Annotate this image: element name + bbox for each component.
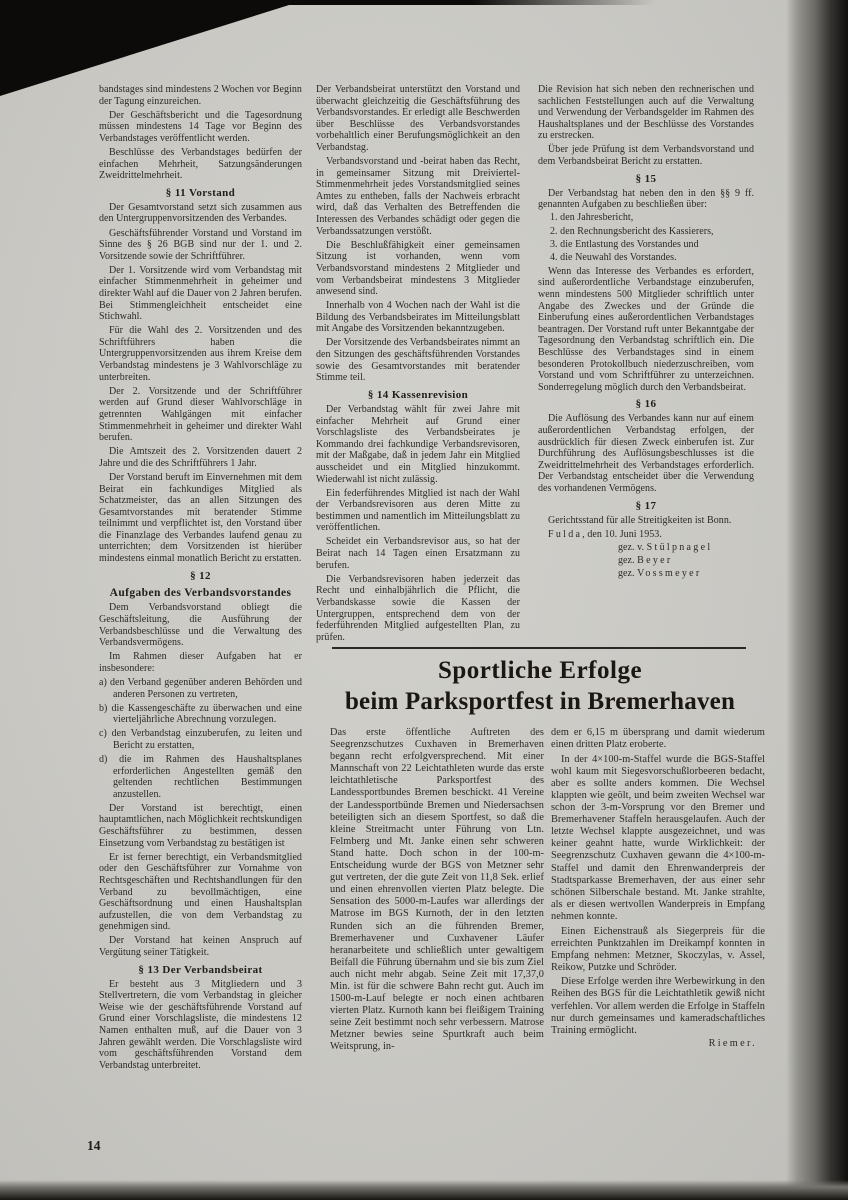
article-headline (326, 656, 754, 718)
article-column-1 (330, 727, 544, 1054)
statutes-column-2 (316, 84, 520, 643)
paragraph: Der Geschäftsbericht und die Tagesordnung müssen mindestens 14 Tage vor Beginn des Verbandstages veröffentlicht werden. (99, 109, 302, 144)
paragraph: dem er 6,15 m übersprang und damit wiederum einen dritten Platz eroberte. (551, 727, 765, 751)
section-heading: § 15 (635, 172, 657, 185)
paragraph: Über jede Prüfung ist dem Verbandsvorstand und dem Verbandsbeirat Bericht zu erstatten. (538, 144, 754, 168)
signature (538, 555, 754, 567)
paragraph: Innerhalb von 4 Wochen nach der Wahl ist die Bildung des Verbandsbeirates im Mitteilungsblatt mit Angabe des Vorsitzenden bekanntzugeben. (316, 300, 520, 335)
paragraph: Gerichtsstand für alle Streitigkeiten ist Bonn. (548, 514, 732, 526)
paragraph: Die Revision hat sich neben den rechnerischen und sachlichen Feststellungen auch auf die Verwaltung und Verwendung der Verbandsgelder im Rahmen des Haushaltsplanes und der Beschlüsse des Vorstandes zu erstrecken. (538, 84, 754, 142)
statutes-column-1 (99, 84, 302, 1071)
paragraph: Für die Wahl des 2. Vorsitzenden und des Schriftführers haben die Untergruppenvorsitzenden aus ihrem Kreise dem Verbandstag mindestens je 3 Wahlvorschläge zu unterbreiten. (99, 325, 302, 383)
paragraph: Er ist ferner berechtigt, ein Verbandsmitglied oder den Geschäftsführer zur Vornahme von Rechtsgeschäften und Rechtshandlungen für den Verband zu bevollmächtigen, eine Geschäftsordnung und einen Haushaltsplan aufzustellen, die von dem Verbandstag zu genehmigen sind. (99, 851, 302, 933)
statutes-column-3 (538, 84, 754, 580)
paragraph: Die Auflösung des Verbandes kann nur auf einem außerordentlichen Verbandstag erfolgen, der ausdrücklich für diesen Zweck einberufen ist. Zur Durchführung des Auflösungsbeschlusses ist die Zweidrittelmehrheit des Verbandstages erforderlich. Der Verbandstag entscheidet über die Verwendung des vorhandenen Vermögens. (538, 413, 754, 494)
paragraph: Beschlüsse des Verbandstages bedürfen der einfachen Mehrheit, Satzungsänderungen Zweidrittelmehrheit. (99, 146, 302, 182)
spaced-name: Riemer. (708, 1037, 757, 1049)
section-heading: § 11 Vorstand (165, 186, 236, 199)
section-heading: § 14 Kassenrevision (367, 388, 469, 401)
scan-edge-bottom (0, 1180, 848, 1200)
numbered-item: 4. die Neuwahl des Vorstandes. (550, 251, 677, 263)
paragraph: Diese Erfolge werden ihre Werbewirkung in den Reihen des BGS für die Leichtathletik gewiß nicht verfehlen. Vor allem werden die Erfolge in Staffeln nur durch gemeinsames und kameradschaftliches Training ermöglicht. (551, 976, 765, 1036)
numbered-item: 3. die Entlastung des Vorstandes und (550, 238, 699, 250)
author-byline (551, 1038, 765, 1050)
paragraph: Der Verbandsbeirat unterstützt den Vorstand und überwacht gleichzeitig die Geschäftsführung des Verbandsvorstandes. Er erledigt alle Beschwerden über Beschlüsse des Verbandsvorstandes vorbehaltlich einer Berufungsmöglichkeit an den Verbandstag. (316, 84, 520, 153)
spaced-name: Beyer (637, 554, 673, 566)
paragraph: Der Vorsitzende des Verbandsbeirates nimmt an den Sitzungen des geschäftsführenden Vorstandes sowie des Gesamtvorstandes mit beratender Stimme teil. (316, 337, 520, 384)
paragraph: In der 4×100-m-Staffel wurde die BGS-Staffel wohl kaum mit Siegesvorschußlorbeeren bedacht, aber es sollte anders kommen. Die Wechsel klappten wie geölt, und beim zweiten Wechsel war schon der 3-m-Vorsprung vor den Bremer und Bremerhavener Staffeln herausgelaufen. Auch der letzte Wechsel klappte ausgezeichnet, und was keiner geahnt hatte, wurde Wirklichkeit: der Seegrenzschutz Cuxhaven gewann die 4×100-m-Staffel und damit den Ehrenwanderpreis der Stadtsparkasse Bremerhaven, der aus einer sehr schönen Silberschale bestand. Mt. Janke strahlte, als er diesen wertvollen Wanderpreis in Empfang nehmen konnte. (551, 753, 765, 922)
plain-text: , den 10. Juni 1953. (582, 528, 662, 540)
section-heading: § 12 (190, 569, 211, 582)
paragraph: Die Amtszeit des 2. Vorsitzenden dauert 2 Jahre und die des Schriftführers 1 Jahr. (99, 446, 302, 469)
article-column-2 (551, 727, 765, 1050)
paragraph: Der 2. Vorsitzende und der Schriftführer werden auf Grund dieser Wahlvorschläge in getrennten Wahlgängen mit einfacher Stimmenmehrheit in geheimer und direkter Wahl berufen. (99, 385, 302, 444)
paragraph: Der Vorstand hat keinen Anspruch auf Vergütung seiner Tätigkeit. (99, 935, 302, 958)
paragraph: Das erste öffentliche Auftreten des Seegrenzschutzes Cuxhaven in Bremerhaven begann recht erfolgversprechend. Mit einer Mannschaft von 22 Leichtathleten wurde das erste leichtathletische Parksportfest des Landessportbundes Bremen beschickt. 41 Vereine der Landessportbünde Bremen und Niedersachsen beteiligten sich an diesem Sportfest, so daß die kleine Streitmacht unter Führung von Ltn. Felmberg und Mt. Janke einen sehr schweren Stand hatte. Doch schon in der 100-m-Entscheidung wurde der BGS von Metzner sehr gut vertreten, der die gute Zeit von 11,8 Sek. erlief und einen ehrenvollen vierten Platz belegte. Die Sensation des 5000-m-Laufes war allerdings der Matrose im BGS Kurnoth, der in den letzten Runden sich an die führenden Bremer, Bremerhavener und Cuxhavener Läufer heranarbeitete und schließlich unter gewaltigem Beifall die Führung übernahm und sie bis zum Ziel auch nicht mehr abgab. Seine Zeit mit 17,37,0 Min. ist für die schwere Bahn recht gut. Auch im 1500-m-Lauf belegte er noch einen achtbaren vierten Platz. Kurnoth kann bei fleißigem Training seine Zeit bestimmt noch sehr verbessern. Matrose Metzner bewies seine Spurtkraft auch beim Weitsprung, in- (330, 727, 544, 1053)
paragraph: Der Verbandstag hat neben den in den §§ 9 ff. genannten Aufgaben zu beschließen über: (538, 187, 754, 211)
list-item: d) die im Rahmen des Haushaltsplanes erforderlichen Angestellten gemäß den geltenden rechtlichen Bestimmungen anzustellen. (99, 753, 302, 800)
paragraph: Scheidet ein Verbandsrevisor aus, so hat der Beirat nach 14 Tagen einen Ersatzmann zu berufen. (316, 536, 520, 571)
spaced-name: Vossmeyer (637, 568, 702, 580)
section-heading: § 13 Der Verbandsbeirat (138, 963, 263, 976)
spaced-name: Stülpnagel (646, 541, 713, 553)
article-separator-rule (332, 647, 746, 649)
paragraph: Er besteht aus 3 Mitgliedern und 3 Stellvertretern, die vom Verbandstag in gleicher Weise wie der geschäftsführende Vorstand auf Grund einer Vorschlagsliste, die mindestens 12 Namen enthalten muß, auf die Dauer von 3 Jahren gewählt werden. Die Vorschlagsliste wird vom geschäftsführenden Vorstand dem Verbandstag unterbreitet. (99, 978, 302, 1071)
page-number: 14 (87, 1138, 101, 1153)
paragraph: Wenn das Interesse des Verbandes es erfordert, sind außerordentliche Verbandstage einzuberufen, wenn mindestens 500 Mitglieder schriftlich unter Angabe des Zweckes und der Gründe die Einberufung eines außerordentlichen Verbandstages beantragen. Der Vorstand ruft unter Bekanntgabe der Tagesordnung den Verbandstag schriftlich ein. Die Beschlüsse des Verbandstages sind in einem besonderen Protokollbuch niederzuschreiben, vom Vorstand und vom Schriftführer zu unterzeichnen. Sonderregelung möglich durch den Verbandsbeirat. (538, 265, 754, 393)
section-heading: § 16 (635, 398, 657, 411)
paragraph: Geschäftsführender Vorstand und Vorstand im Sinne des § 26 BGB sind nur der 1. und 2. Vorsitzende sowie der Schriftführer. (99, 227, 302, 262)
section-heading: § 17 (635, 499, 657, 512)
plain-text: gez. (618, 554, 638, 566)
paragraph: Der Verbandstag wählt für zwei Jahre mit einfacher Mehrheit auf Grund einer Vorschlagsliste des Verbandsbeirates je Kommando drei fachkundige Verbandsrevisoren, mit der Maßgabe, daß in jedem Jahr ein Mitglied ausscheidet und ein Mitglied hinzukommt. Wiederwahl ist nicht zulässig. (316, 403, 520, 485)
paragraph: Der Vorstand ist berechtigt, einen hauptamtlichen, nach Möglichkeit rechtskundigen Geschäftsführer zu bestimmen, dessen Einsetzung vom Verbandstag zu bestätigen ist (99, 802, 302, 849)
article-headline-line1: Sportliche Erfolge (437, 657, 643, 684)
paragraph: Der Vorstand beruft im Einvernehmen mit dem Beirat ein fachkundiges Mitglied als Schatzmeister, das an allen Sitzungen des Gesamtvorstandes mit beratender Stimme teilnimmt und verpflichtet ist, den Vorstand über die Finanzlage des Verbandes laufend genau zu unterrichten; dem Vorsitzenden ist hierüber mindestens einmal monatlich Bericht zu erstatten. (99, 471, 302, 565)
plain-text: gez. (618, 568, 638, 580)
dateline (538, 529, 754, 541)
list-item: a) den Verband gegenüber anderen Behörden und anderen Personen zu vertreten, (99, 676, 302, 700)
paragraph: Verbandsvorstand und -beirat haben das Recht, in gemeinsamer Sitzung mit Dreiviertel-Stimmenmehrheit jedes Vorstandsmitglied seines Amtes zu entheben, falls der Nachweis erbracht wird, daß das Verhalten des Betreffenden die Interessen des Verbandes schädigt oder gegen die Verbandssatzungen verstößt. (316, 156, 520, 237)
list-item: c) den Verbandstag einzuberufen, zu leiten und Bericht zu erstatten, (99, 728, 302, 751)
paragraph: Der Gesamtvorstand setzt sich zusammen aus den Untergruppenvorsitzenden des Verbandes. (99, 201, 302, 225)
paragraph: Dem Verbandsvorstand obliegt die Geschäftsleitung, die Ausführung der Verbandsbeschlüsse und die Verwaltung des Verbandsvermögens. (99, 602, 302, 649)
paragraph: Einen Eichenstrauß als Siegerpreis für die erreichten Punktzahlen im Dreikampf konnten in Empfang nehmen: Metzner, Skoczylas, v. Assel, Reikow, Putzke und Schröder. (551, 925, 765, 973)
list-item: b) die Kassengeschäfte zu überwachen und eine vierteljährliche Abrechnung vorzulegen. (99, 702, 302, 726)
signature (538, 568, 754, 580)
numbered-item: 1. den Jahresbericht, (550, 212, 634, 224)
paragraph: bandstages sind mindestens 2 Wochen vor Beginn der Tagung einzureichen. (99, 84, 302, 107)
paragraph: Der 1. Vorsitzende wird vom Verbandstag mit einfacher Stimmenmehrheit in geheimer und direkter Wahl auf die Dauer von 2 Jahren berufen. Bei Stimmengleichheit entscheidet eine Stichwahl. (99, 264, 302, 323)
plain-text: gez. v. (618, 541, 647, 553)
signature (538, 542, 754, 554)
paragraph: Im Rahmen dieser Aufgaben hat er insbesondere: (99, 651, 302, 674)
spaced-name: Fulda (548, 528, 583, 540)
paragraph: Ein federführendes Mitglied ist nach der Wahl der Verbandsrevisoren aus deren Mitte zu bestimmen und namentlich im Mitteilungsblatt zu veröffentlichen. (316, 487, 520, 534)
scan-edge-right (786, 0, 848, 1200)
article-headline-line2: beim Parksportfest in Bremerhaven (344, 688, 736, 715)
paragraph: Die Beschlußfähigkeit einer gemeinsamen Sitzung ist vorhanden, wenn vom Verbandsvorstand mindestens 2 Mitglieder und vom Verbandsbeirat mindestens 3 Mitglieder anwesend sind. (316, 239, 520, 298)
numbered-item: 2. den Rechnungsbericht des Kassierers, (550, 225, 714, 237)
section-heading: Aufgaben des Verbandsvorstandes (109, 587, 292, 600)
paragraph: Die Verbandsrevisoren haben jederzeit das Recht und einhalbjährlich die Pflicht, die Verbandskasse sowie die Kassen der Untergruppen, entsprechend dem von der federführenden Mitglied aufgestellten Plan, zu prüfen. (316, 573, 520, 643)
